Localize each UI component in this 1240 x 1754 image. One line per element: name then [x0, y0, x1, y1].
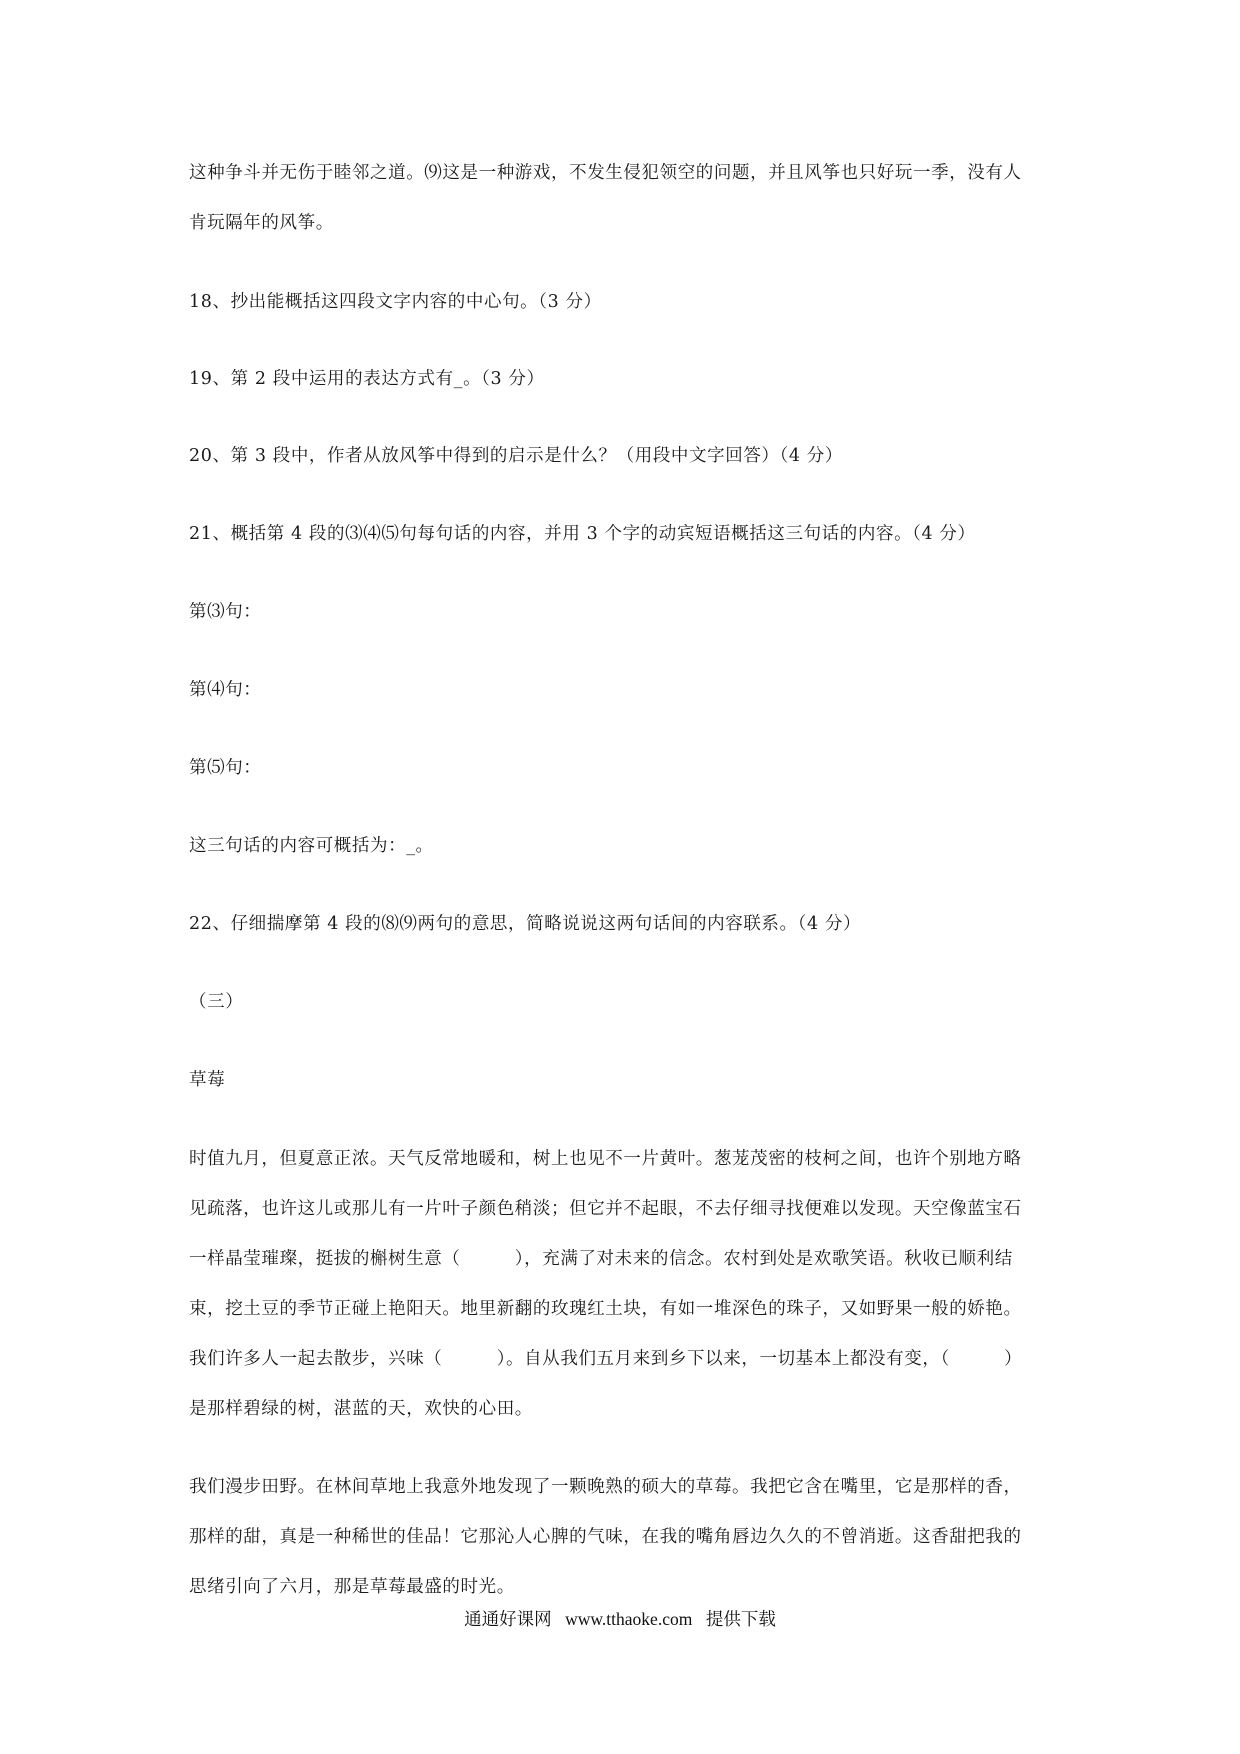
passage-line: 肯玩隔年的风筝。: [189, 213, 334, 233]
question-18: 18、抄出能概括这四段文字内容的中心句。（3 分）: [189, 292, 602, 312]
section-label: （三）: [189, 992, 244, 1012]
paragraph-line: 束，挖土豆的季节正碰上艳阳天。地里新翻的玫瑰红土块，有如一堆深色的珠子，又如野果一般的娇艳。: [189, 1299, 1022, 1319]
paragraph-line: 是那样碧绿的树，湛蓝的天，欢快的心田。: [189, 1399, 533, 1419]
paragraph-line: 一样晶莹璀璨，挺拔的槲树生意（ ），充满了对未来的信念。农村到处是欢歌笑语。秋收已顺利结: [189, 1249, 1013, 1269]
footer-url[interactable]: www.tthaoke.com: [565, 1609, 693, 1629]
footer: [0, 1607, 1240, 1632]
passage-line: 这种争斗并无伤于睦邻之道。⑼这是一种游戏，不发生侵犯领空的问题，并且风筝也只好玩一季，没有人: [189, 163, 1022, 183]
answer-line-summary: 这三句话的内容可概括为：_。: [189, 836, 434, 856]
paragraph-line: 见疏落，也许这儿或那儿有一片叶子颜色稍淡；但它并不起眼，不去仔细寻找便难以发现。天空像蓝宝石: [189, 1199, 1022, 1219]
answer-line-s5: 第⑸句：: [189, 758, 262, 778]
answer-line-s3: 第⑶句：: [189, 602, 262, 622]
paragraph-line: 时值九月，但夏意正浓。天气反常地暖和，树上也见不一片黄叶。葱茏茂密的枝柯之间，也许个别地方略: [189, 1149, 1022, 1169]
paragraph-line: 思绪引向了六月，那是草莓最盛的时光。: [189, 1577, 515, 1597]
footer-site-name: 通通好课网: [464, 1610, 552, 1630]
footer-download-text: 提供下载: [705, 1610, 776, 1630]
question-19: 19、第 2 段中运用的表达方式有_。（3 分）: [189, 369, 545, 389]
paragraph-line: 我们许多人一起去散步，兴味（ ）。自从我们五月来到乡下以来，一切基本上都没有变，（ ）: [189, 1349, 1023, 1369]
question-21: 21、概括第 4 段的⑶⑷⑸句每句话的内容，并用 3 个字的动宾短语概括这三句话的内容。（4 分）: [189, 524, 976, 544]
section-title: 草莓: [189, 1070, 226, 1090]
paragraph-line: 那样的甜，真是一种稀世的佳品！它那沁人心脾的气味，在我的嘴角唇边久久的不曾消逝。这香甜把我的: [189, 1527, 1022, 1547]
answer-line-s4: 第⑷句：: [189, 680, 262, 700]
paragraph-line: 我们漫步田野。在林间草地上我意外地发现了一颗晚熟的硕大的草莓。我把它含在嘴里，它是那样的香，: [189, 1477, 1022, 1497]
question-20: 20、第 3 段中，作者从放风筝中得到的启示是什么？（用段中文字回答）（4 分）: [189, 446, 843, 466]
question-22: 22、仔细揣摩第 4 段的⑻⑼两句的意思，简略说说这两句话间的内容联系。（4 分）: [189, 914, 862, 934]
